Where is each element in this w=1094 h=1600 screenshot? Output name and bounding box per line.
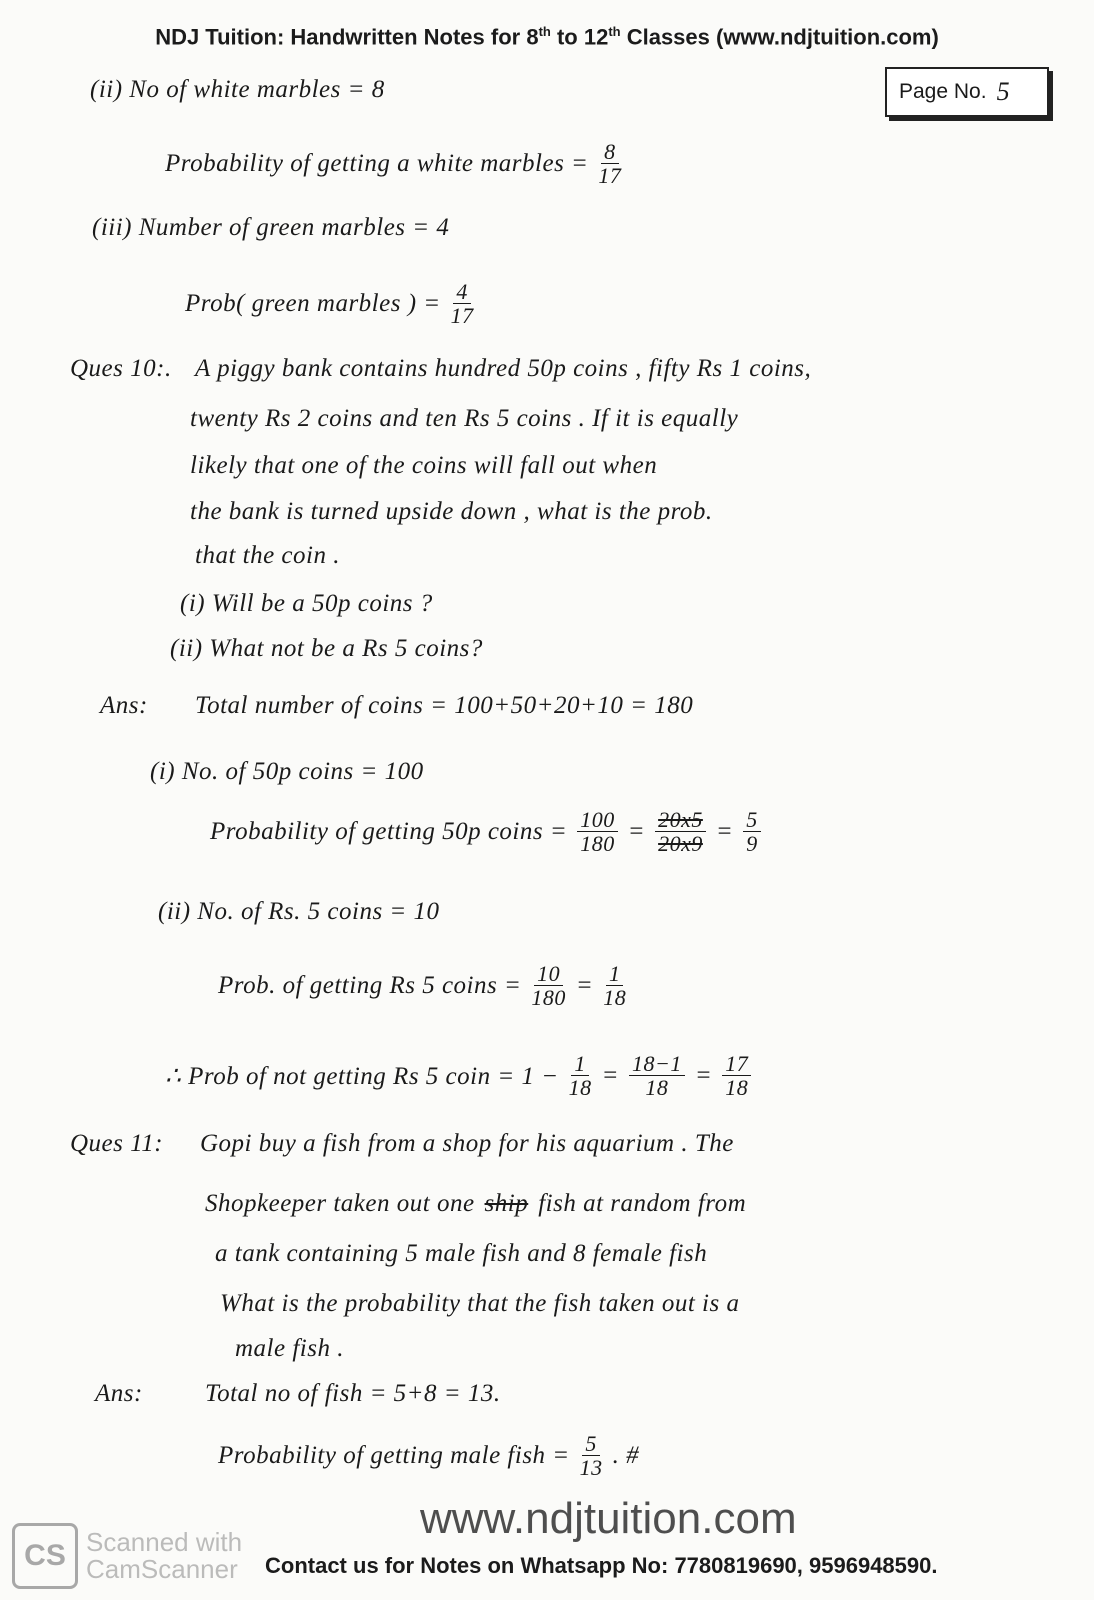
denominator: 20x9 [658,831,703,857]
end-mark: . # [612,1441,640,1469]
fraction [451,280,474,327]
denominator: 13 [579,1455,603,1481]
line-text: Probability of getting a white marbles = [165,149,589,177]
line-text: Total no of fish = 5+8 = 13. [205,1380,501,1407]
numerator: 5 [743,808,761,832]
denominator: 9 [746,831,758,857]
watermark: www.ndjtuition.com [420,1494,797,1543]
numerator: 4 [453,280,471,304]
fraction [722,1052,751,1099]
line-text: Probability of getting male fish = [218,1441,570,1469]
numerator: 17 [722,1052,751,1076]
numerator: 1 [606,962,624,986]
fraction [743,808,761,855]
line-text: (i) Will be a 50p coins ? [180,590,433,617]
note-line [190,452,657,480]
line-text: the bank is turned upside down , what is the prob. [190,498,713,525]
line-text: (ii) What not be a Rs 5 coins? [170,635,483,662]
numerator: 20x5 [655,808,706,832]
denominator: 180 [580,831,615,857]
note-line [150,758,424,786]
note-line [190,498,713,526]
line-text: twenty Rs 2 coins and ten Rs 5 coins . If it is equally [190,405,739,432]
document-footer: Contact us for Notes on Whatsapp No: 7780819690, 9596948590. [265,1553,938,1578]
answer-label: Ans: [95,1380,143,1407]
line-text: a tank containing 5 male fish and 8 female fish [215,1240,708,1267]
camscanner-mark [12,1523,242,1589]
note-line [218,962,626,1009]
note-line [210,808,761,855]
equals: = [694,1061,713,1089]
note-line [205,1190,746,1218]
numerator: 5 [582,1432,600,1456]
line-text: Shopkeeper taken out one [205,1190,475,1217]
denominator: 18 [603,985,627,1011]
fraction [577,808,618,855]
line-text: likely that one of the coins will fall out when [190,452,658,479]
denominator: 17 [450,303,474,329]
note-line [218,1432,639,1479]
denominator: 17 [598,163,622,189]
note-line [220,1290,739,1318]
answer-line [100,692,693,720]
question-label: Ques 11: [70,1130,164,1157]
note-line [190,405,738,433]
header-text: to 12 [550,24,609,50]
fraction [580,1432,603,1479]
header-text: Classes (www.ndjtuition.com) [620,24,939,50]
numerator: 18−1 [629,1052,685,1076]
note-line [165,140,621,187]
fraction [598,140,621,187]
note-line [90,76,385,104]
denominator: 18 [645,1075,669,1101]
denominator: 180 [531,985,566,1011]
line-text: (i) No. of 50p coins = 100 [150,758,424,785]
line-text: Total number of coins = 100+50+20+10 = 180 [195,692,694,719]
note-line [195,542,340,570]
line-text: (ii) No. of Rs. 5 coins = 10 [158,898,440,925]
scanner-text: CamScanner [86,1554,238,1584]
fraction [531,962,566,1009]
line-text: Gopi buy a fish from a shop for his aquarium . The [200,1130,734,1157]
line-text: Probability of getting 50p coins = [210,817,568,845]
line-text: fish at random from [538,1190,747,1217]
answer-label: Ans: [100,692,148,719]
question-10-line [70,355,811,383]
fraction [629,1052,685,1099]
note-line [185,280,474,327]
scanner-text: Scanned with [86,1526,243,1557]
line-text: ∴ Prob of not getting Rs 5 coin = 1 − [165,1062,559,1090]
fraction-cancelled [655,808,706,855]
line-text: Prob( green marbles ) = [185,289,441,317]
note-line [158,898,440,926]
line-text: male fish . [235,1335,344,1362]
equals: = [715,817,734,845]
line-text: (ii) No of white marbles = 8 [90,76,385,103]
header-sup: th [608,24,621,39]
document-header [0,24,1094,50]
equals: = [575,971,594,999]
line-text: What is the probability that the fish taken out is a [220,1290,740,1317]
fraction [569,1052,592,1099]
equals: = [627,817,646,845]
note-line [170,635,483,663]
question-label: Ques 10:. [70,355,172,382]
note-line [215,1240,707,1268]
struck-word: ship [484,1190,529,1217]
line-text: A piggy bank contains hundred 50p coins , fifty Rs 1 coins, [195,355,812,382]
answer-line [95,1380,501,1408]
fraction [603,962,626,1009]
numerator: 10 [534,962,563,986]
header-text: NDJ Tuition: Handwritten Notes for 8 [155,24,539,50]
question-11-line [70,1130,734,1158]
page-label: Page No. [899,80,987,103]
numerator: 1 [571,1052,589,1076]
camscanner-logo-icon: CS [12,1523,78,1589]
note-line [180,590,433,618]
page-number-box [885,67,1049,117]
equals: = [601,1061,619,1089]
page-number: 5 [996,77,1010,106]
line-text: (iii) Number of green marbles = 4 [92,214,450,241]
note-line [92,214,449,242]
numerator: 100 [577,808,618,832]
denominator: 18 [568,1075,592,1101]
line-text: Prob. of getting Rs 5 coins = [218,971,522,999]
denominator: 18 [725,1075,749,1101]
numerator: 8 [601,140,619,164]
line-text: that the coin . [195,542,340,569]
note-line [165,1052,751,1099]
header-sup: th [538,24,551,39]
note-line [235,1335,344,1363]
